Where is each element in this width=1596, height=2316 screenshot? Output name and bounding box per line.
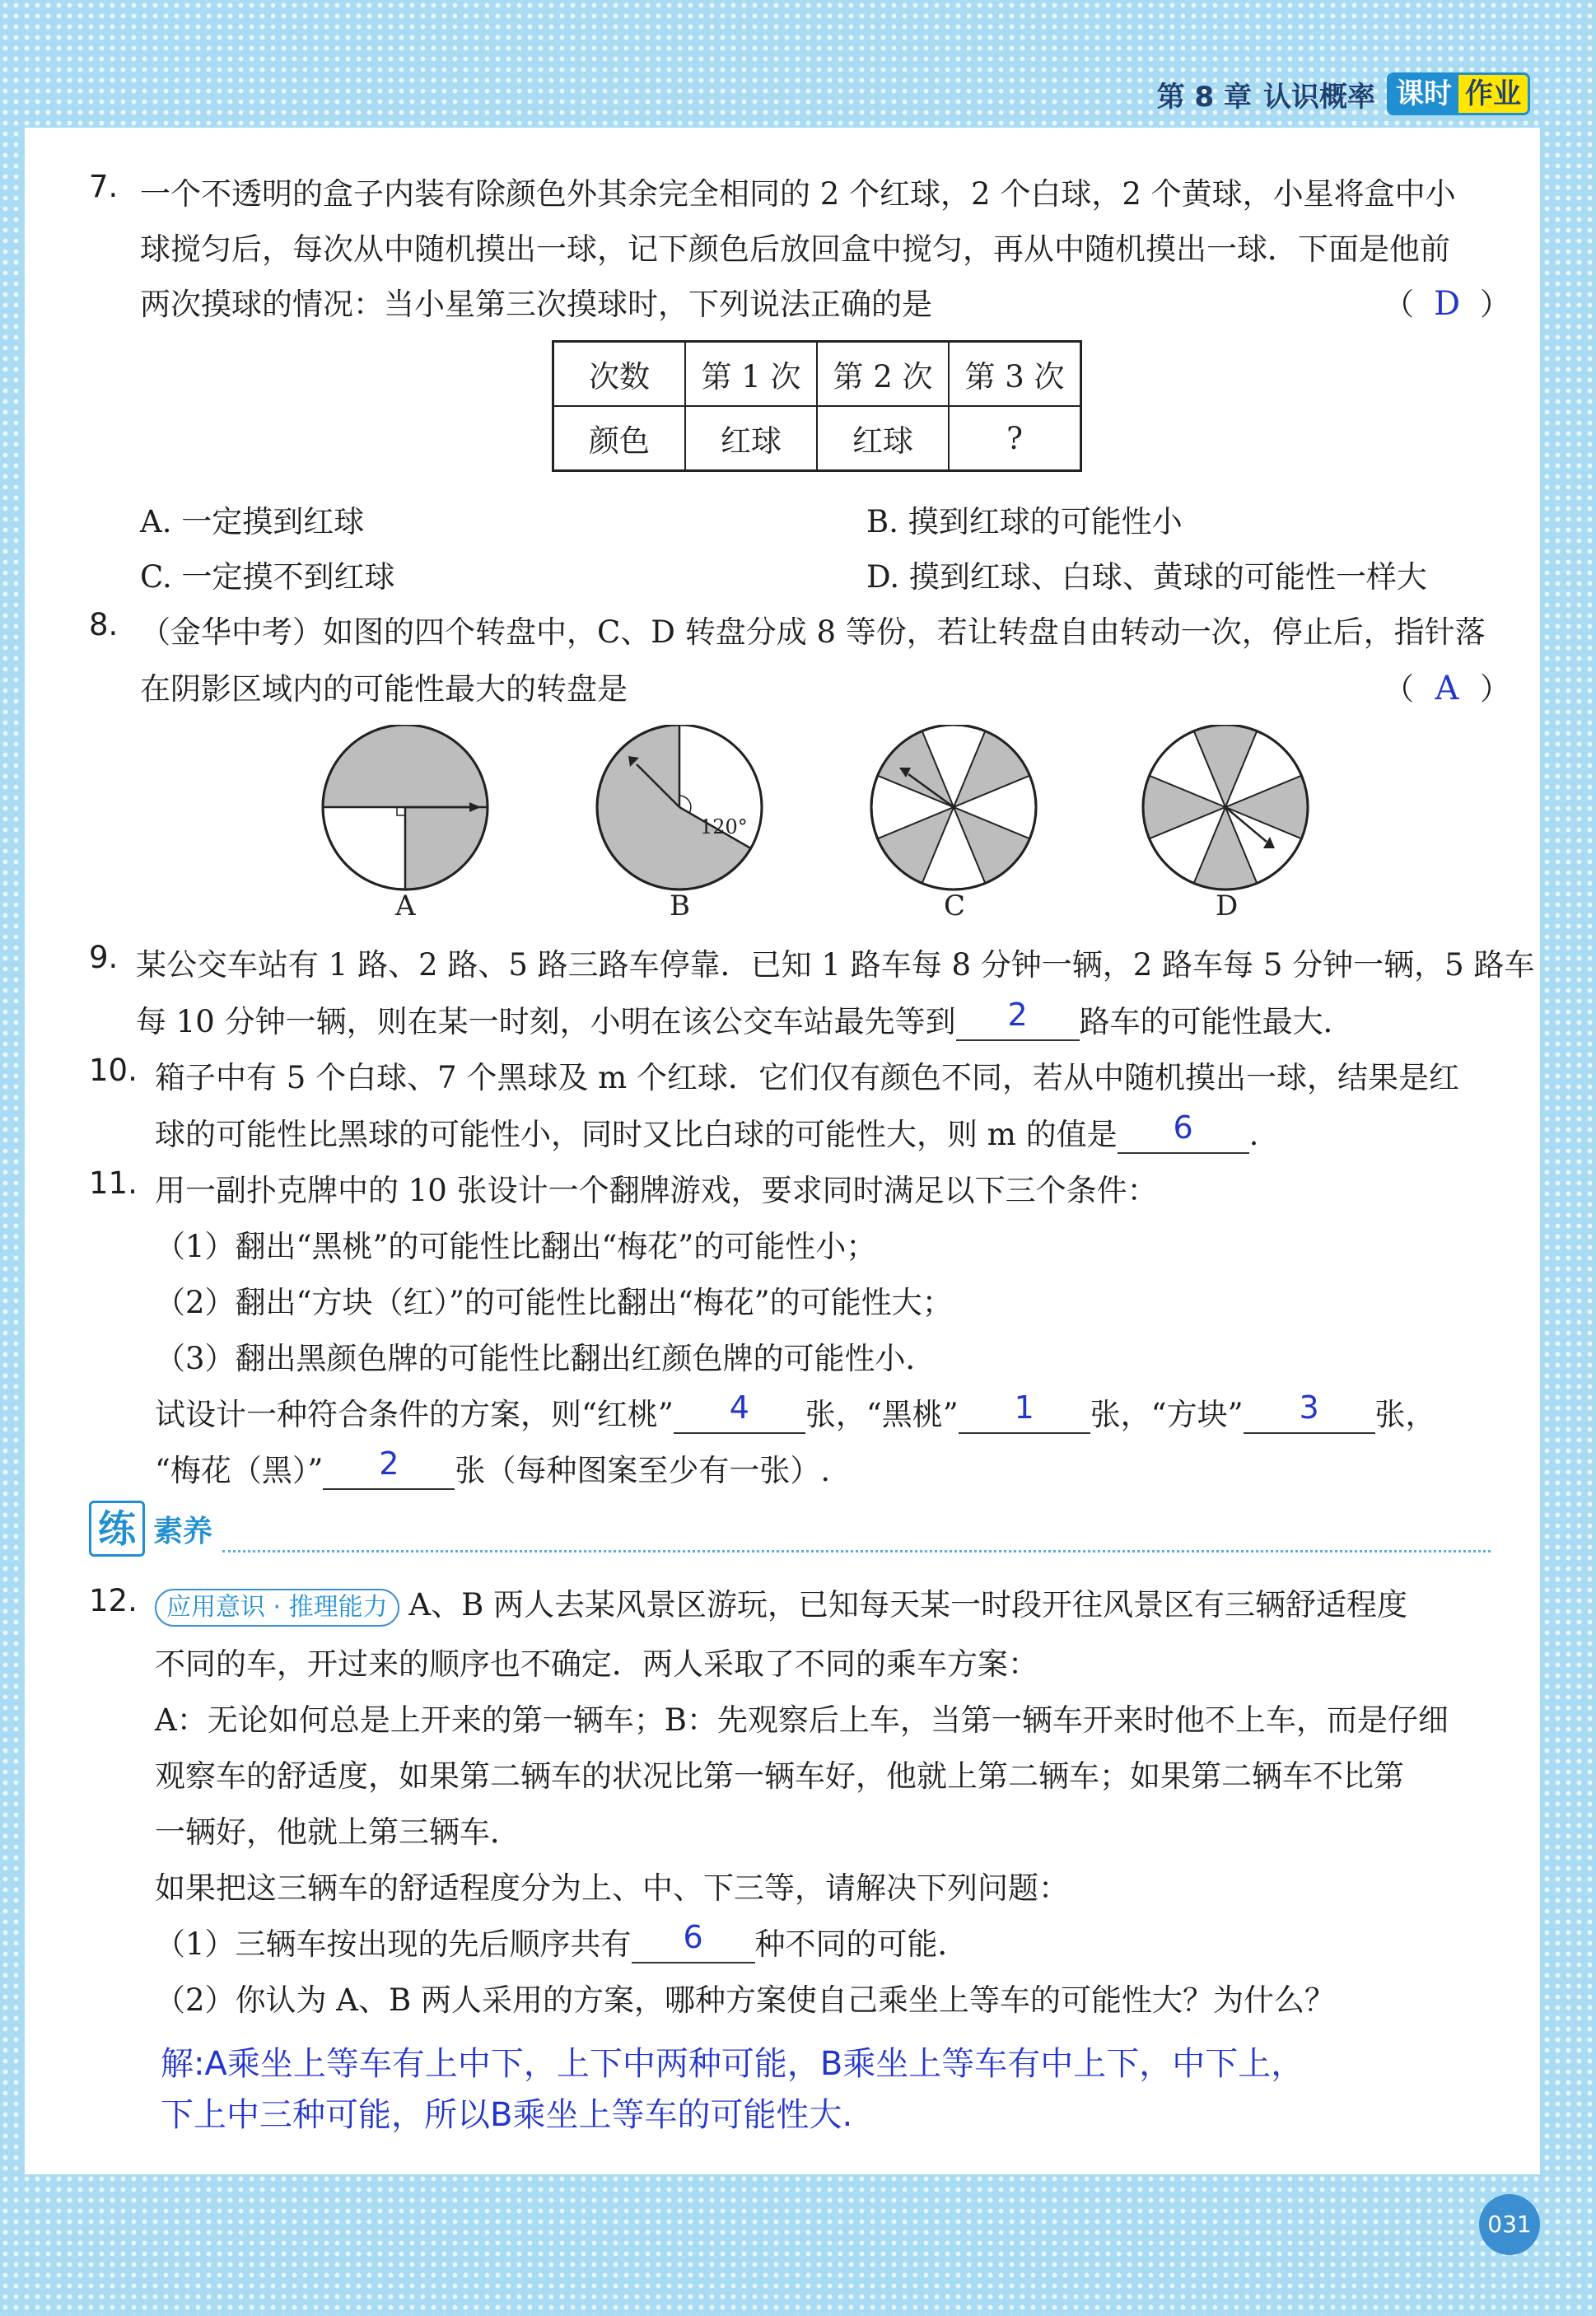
q11-cond1: （1）翻出“黑桃”的可能性比翻出“梅花”的可能性小； xyxy=(155,1229,877,1264)
q11-line1: 用一副扑克牌中的 10 张设计一个翻牌游戏，要求同时满足以下三个条件： xyxy=(155,1173,1158,1208)
q12-line5: 一辆好，他就上第三辆车． xyxy=(155,1814,520,1850)
q7-line3: 两次摸球的情况：当小星第三次摸球时，下列说法正确的是 xyxy=(140,287,932,322)
table-cell: 红球 xyxy=(817,406,949,471)
spinner-label-c: C xyxy=(944,890,966,922)
q12-sub1: （1）三辆车按出现的先后顺序共有 6 种不同的可能． xyxy=(155,1919,968,1962)
section-header xyxy=(89,1501,212,1557)
q11-cond2: （2）翻出“方块（红）”的可能性比翻出“梅花”的可能性大； xyxy=(155,1285,953,1320)
topic-label: 认识概率 xyxy=(1263,80,1375,114)
spinner-d xyxy=(1143,725,1308,890)
q11-blank-meihua: 2 xyxy=(323,1453,455,1490)
q12-solution-line1: 解:A乘坐上等车有上中下，上下中两种可能，B乘坐上等车有中上下，中下上， xyxy=(161,2045,1304,2083)
q7-line2: 球搅匀后，每次从中随机摸出一球，记下颜色后放回盒中搅匀，再从中随机摸出一球．下面是他前 xyxy=(140,231,1450,267)
skill-tag: 应用意识 · 推理能力 xyxy=(155,1589,399,1627)
table-header-cell: 第 3 次 xyxy=(949,342,1081,407)
badge-right: 作业 xyxy=(1458,75,1528,113)
q11-line5: 试设计一种符合条件的方案，则“红桃” 4 张，“黑桃” 1 张，“方块” 3 张， xyxy=(155,1389,1436,1432)
spinner-b xyxy=(597,725,762,890)
q11-number: 11. xyxy=(89,1165,138,1201)
q7-line1: 一个不透明的盒子内装有除颜色外其余完全相同的 2 个红球，2 个白球，2 个黄球，小星将盒中小 xyxy=(140,176,1456,212)
homework-badge xyxy=(1387,72,1530,115)
q12-line4: 观察车的舒适度，如果第二辆车的状况比第一辆车好，他就上第二辆车；如果第二辆车不比第 xyxy=(155,1758,1404,1794)
spinner-label-b: B xyxy=(670,890,690,922)
spinner-label-d: D xyxy=(1216,890,1239,922)
q7-option-d: D. 摸到红球、白球、黄球的可能性一样大 xyxy=(866,559,1427,595)
spinner-c xyxy=(871,725,1036,890)
q11-blank-fangkuai: 3 xyxy=(1244,1397,1375,1434)
q11-blank-heitao: 1 xyxy=(959,1397,1090,1434)
table-header-cell: 第 2 次 xyxy=(817,342,949,407)
badge-left: 课时 xyxy=(1389,75,1458,113)
q12-number: 12. xyxy=(89,1583,138,1618)
q9-blank: 2 xyxy=(956,1004,1080,1041)
q7-number: 7. xyxy=(89,169,119,204)
q9-line2: 每 10 分钟一辆，则在某一时刻，小明在该公交车站最先等到 2 路车的可能性最大． xyxy=(136,997,1354,1039)
q11-cond3: （3）翻出黑颜色牌的可能性比翻出红颜色牌的可能性小． xyxy=(155,1341,936,1376)
q10-blank: 6 xyxy=(1118,1117,1249,1154)
q11-blank-hongtao: 4 xyxy=(674,1397,805,1434)
table-header-cell: 次数 xyxy=(553,342,686,407)
q7-table xyxy=(552,340,1082,472)
section-divider xyxy=(222,1550,1491,1553)
q10-line2: 球的可能性比黑球的可能性小，同时又比白球的可能性大，则 m 的值是 6 . xyxy=(155,1109,1259,1152)
q12-line2: 不同的车，开过来的顺序也不确定．两人采取了不同的乘车方案： xyxy=(155,1646,1038,1682)
chapter-label: 第 8 章 xyxy=(1156,80,1252,114)
q9-number: 9. xyxy=(89,940,119,975)
q8-line1: （金华中考）如图的四个转盘中，C、D 转盘分成 8 等份，若让转盘自由转动一次，停止后，指针落 xyxy=(140,614,1486,650)
table-cell: ? xyxy=(949,406,1081,471)
section-title: 素养 xyxy=(153,1514,213,1548)
q12-line3: A：无论如何总是上开来的第一辆车；B：先观察后上车，当第一辆车开来时他不上车，而是仔细 xyxy=(155,1702,1449,1738)
q7-option-b: B. 摸到红球的可能性小 xyxy=(866,504,1183,539)
page-number: 031 xyxy=(1479,2194,1540,2255)
q8-answer: A xyxy=(1435,670,1459,707)
table-cell: 颜色 xyxy=(553,406,686,471)
q7-option-c: C. 一定摸不到红球 xyxy=(140,559,395,595)
q12-line1: 应用意识 · 推理能力 A、B 两人去某风景区游玩，已知每天某一时段开往风景区有三辆舒适程度 xyxy=(155,1580,1407,1627)
q12-line6: 如果把这三辆车的舒适程度分为上、中、下三等，请解决下列问题： xyxy=(155,1870,1069,1906)
spinner-label-a: A xyxy=(395,890,416,922)
spinner-a xyxy=(323,725,488,890)
q12-blank: 6 xyxy=(632,1926,755,1963)
q11-line6: “梅花（黑）” 2 张（每种图案至少有一张）. xyxy=(155,1445,831,1488)
q9-line1: 某公交车站有 1 路、2 路、5 路三路车停靠．已知 1 路车每 8 分钟一辆，2 路车每 5 分钟一辆，5 路车 xyxy=(136,947,1535,983)
q12-sub2: （2）你认为 A、B 两人采用的方案，哪种方案使自己乘坐上等车的可能性大？为什么？ xyxy=(155,1982,1335,2018)
table-cell: 红球 xyxy=(685,406,817,471)
q8-line2: 在阴影区域内的可能性最大的转盘是 xyxy=(140,671,628,707)
angle-label: 120° xyxy=(700,815,748,838)
q8-answer-paren: （ A ） xyxy=(1384,670,1510,707)
q7-answer-paren: （ D ） xyxy=(1384,285,1510,323)
q8-number: 8. xyxy=(89,607,119,642)
section-icon: 练 xyxy=(89,1501,145,1557)
q10-number: 10. xyxy=(89,1053,138,1088)
q12-solution-line2: 下上中三种可能，所以B乘坐上等车的可能性大. xyxy=(161,2096,853,2134)
q7-option-a: A. 一定摸到红球 xyxy=(140,504,365,539)
q7-answer: D xyxy=(1433,285,1461,323)
table-header-cell: 第 1 次 xyxy=(685,342,817,407)
q10-line1: 箱子中有 5 个白球、7 个黑球及 m 个红球．它们仅有颜色不同，若从中随机摸出一球，结果是红 xyxy=(155,1060,1459,1095)
spinners-figure xyxy=(313,725,1334,931)
page-header xyxy=(1157,69,1530,119)
